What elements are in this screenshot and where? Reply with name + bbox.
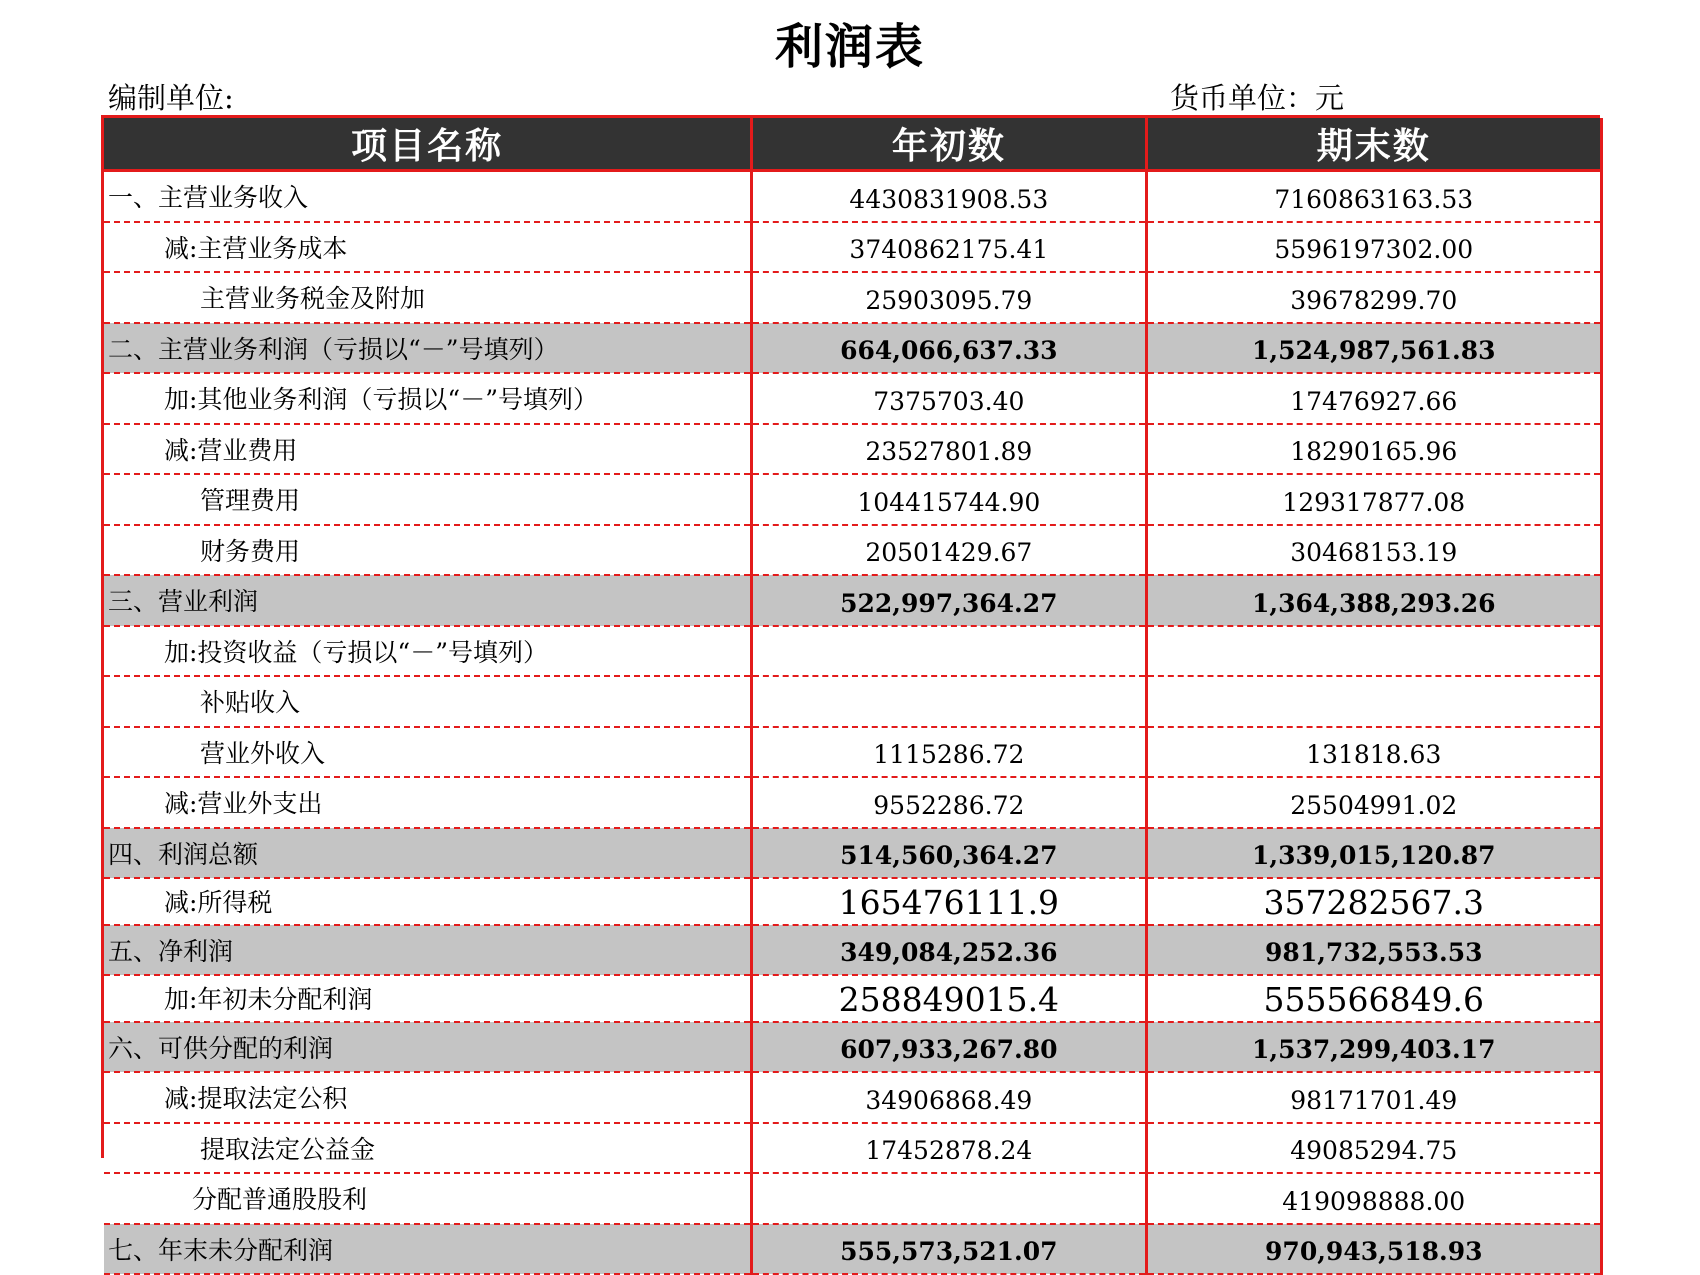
table-row bbox=[104, 424, 1602, 475]
row-item-name: 主营业务税金及附加 bbox=[104, 272, 752, 323]
row-beginning-value bbox=[752, 676, 1146, 727]
table-row-subtotal bbox=[104, 925, 1602, 976]
row-item-name: 减:所得税 bbox=[104, 878, 752, 925]
row-beginning-value bbox=[752, 1173, 1146, 1224]
row-item-name: 减:营业费用 bbox=[104, 424, 752, 475]
table-row bbox=[104, 1173, 1602, 1224]
row-item-name: 减:营业外支出 bbox=[104, 777, 752, 828]
row-ending-value: 7160863163.53 bbox=[1146, 171, 1601, 222]
row-ending-value: 98171701.49 bbox=[1146, 1072, 1601, 1123]
table-row bbox=[104, 777, 1602, 828]
row-beginning-value: 34906868.49 bbox=[752, 1072, 1146, 1123]
table-row bbox=[104, 975, 1602, 1022]
row-ending-value: 357282567.3 bbox=[1146, 878, 1601, 925]
row-ending-value: 17476927.66 bbox=[1146, 373, 1601, 424]
row-ending-value: 25504991.02 bbox=[1146, 777, 1601, 828]
row-beginning-value bbox=[752, 626, 1146, 677]
row-ending-value: 18290165.96 bbox=[1146, 424, 1601, 475]
row-item-name: 加:投资收益（亏损以“－”号填列） bbox=[104, 626, 752, 677]
table-row bbox=[104, 171, 1602, 222]
row-ending-value: 419098888.00 bbox=[1146, 1173, 1601, 1224]
row-ending-value: 981,732,553.53 bbox=[1146, 925, 1601, 976]
row-ending-value: 39678299.70 bbox=[1146, 272, 1601, 323]
row-item-name: 二、主营业务利润（亏损以“－”号填列） bbox=[104, 323, 752, 374]
table-row bbox=[104, 676, 1602, 727]
row-item-name: 提取法定公益金 bbox=[104, 1123, 752, 1174]
row-item-name: 四、利润总额 bbox=[104, 828, 752, 879]
row-ending-value: 1,524,987,561.83 bbox=[1146, 323, 1601, 374]
row-beginning-value: 7375703.40 bbox=[752, 373, 1146, 424]
row-item-name: 一、主营业务收入 bbox=[104, 171, 752, 222]
row-item-name: 五、净利润 bbox=[104, 925, 752, 976]
row-ending-value: 970,943,518.93 bbox=[1146, 1224, 1601, 1275]
row-beginning-value: 23527801.89 bbox=[752, 424, 1146, 475]
table-row bbox=[104, 525, 1602, 576]
row-beginning-value: 3740862175.41 bbox=[752, 222, 1146, 273]
row-item-name: 财务费用 bbox=[104, 525, 752, 576]
row-item-name: 七、年末未分配利润 bbox=[104, 1224, 752, 1275]
row-beginning-value: 607,933,267.80 bbox=[752, 1022, 1146, 1073]
row-ending-value: 555566849.6 bbox=[1146, 975, 1601, 1022]
row-beginning-value: 104415744.90 bbox=[752, 474, 1146, 525]
row-ending-value: 129317877.08 bbox=[1146, 474, 1601, 525]
row-beginning-value: 522,997,364.27 bbox=[752, 575, 1146, 626]
row-ending-value: 1,537,299,403.17 bbox=[1146, 1022, 1601, 1073]
row-item-name: 分配普通股股利 bbox=[104, 1173, 752, 1224]
table-row-subtotal bbox=[104, 1022, 1602, 1073]
table-row bbox=[104, 1123, 1602, 1174]
table-row-subtotal bbox=[104, 828, 1602, 879]
header-ending-balance: 期末数 bbox=[1146, 118, 1601, 171]
row-ending-value: 5596197302.00 bbox=[1146, 222, 1601, 273]
header-beginning-balance: 年初数 bbox=[752, 118, 1146, 171]
table-row-subtotal bbox=[104, 1224, 1602, 1275]
row-beginning-value: 9552286.72 bbox=[752, 777, 1146, 828]
row-item-name: 加:其他业务利润（亏损以“－”号填列） bbox=[104, 373, 752, 424]
row-beginning-value: 4430831908.53 bbox=[752, 171, 1146, 222]
row-beginning-value: 258849015.4 bbox=[752, 975, 1146, 1022]
table-row bbox=[104, 626, 1602, 677]
row-item-name: 减:提取法定公积 bbox=[104, 1072, 752, 1123]
row-item-name: 补贴收入 bbox=[104, 676, 752, 727]
page-title: 利润表 bbox=[774, 19, 925, 75]
row-beginning-value: 20501429.67 bbox=[752, 525, 1146, 576]
row-beginning-value: 349,084,252.36 bbox=[752, 925, 1146, 976]
table-row bbox=[104, 878, 1602, 925]
row-beginning-value: 1115286.72 bbox=[752, 727, 1146, 778]
row-item-name: 管理费用 bbox=[104, 474, 752, 525]
row-beginning-value: 514,560,364.27 bbox=[752, 828, 1146, 879]
row-beginning-value: 165476111.9 bbox=[752, 878, 1146, 925]
table-row bbox=[104, 727, 1602, 778]
row-item-name: 三、营业利润 bbox=[104, 575, 752, 626]
row-beginning-value: 664,066,637.33 bbox=[752, 323, 1146, 374]
income-statement-table-container bbox=[101, 115, 1600, 1267]
table-row bbox=[104, 474, 1602, 525]
table-row bbox=[104, 373, 1602, 424]
table-row-subtotal bbox=[104, 575, 1602, 626]
row-beginning-value: 25903095.79 bbox=[752, 272, 1146, 323]
table-row bbox=[104, 272, 1602, 323]
row-beginning-value: 17452878.24 bbox=[752, 1123, 1146, 1174]
row-item-name: 营业外收入 bbox=[104, 727, 752, 778]
currency-unit-label: 货币单位：元 bbox=[1170, 81, 1345, 115]
row-ending-value bbox=[1146, 676, 1601, 727]
row-ending-value: 49085294.75 bbox=[1146, 1123, 1601, 1174]
row-ending-value: 30468153.19 bbox=[1146, 525, 1601, 576]
row-item-name: 加:年初未分配利润 bbox=[104, 975, 752, 1022]
table-row-subtotal bbox=[104, 323, 1602, 374]
table-header-row bbox=[104, 118, 1602, 171]
header-item-name: 项目名称 bbox=[104, 118, 752, 171]
row-item-name: 减:主营业务成本 bbox=[104, 222, 752, 273]
table-row bbox=[104, 222, 1602, 273]
row-ending-value: 1,364,388,293.26 bbox=[1146, 575, 1601, 626]
row-item-name: 六、可供分配的利润 bbox=[104, 1022, 752, 1073]
row-ending-value bbox=[1146, 626, 1601, 677]
compiling-unit-label: 编制单位: bbox=[108, 81, 234, 115]
table-row bbox=[104, 1072, 1602, 1123]
row-ending-value: 1,339,015,120.87 bbox=[1146, 828, 1601, 879]
income-statement-table bbox=[104, 118, 1603, 1275]
row-ending-value: 131818.63 bbox=[1146, 727, 1601, 778]
row-beginning-value: 555,573,521.07 bbox=[752, 1224, 1146, 1275]
